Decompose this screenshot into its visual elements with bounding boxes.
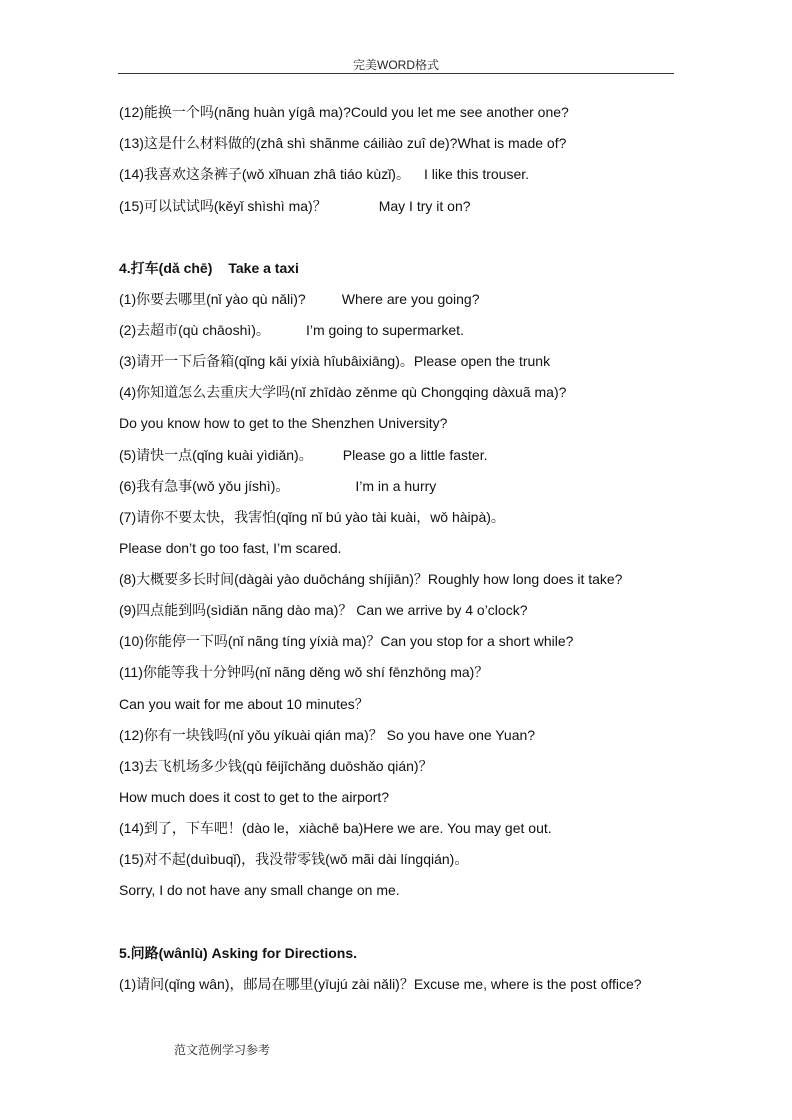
text-line: (1)你要去哪里(nǐ yào qù nǎli)? Where are you going? (119, 291, 480, 307)
text-line: Please don’t go too fast, I’m scared. (119, 540, 342, 556)
text-line: (12)能换一个吗(nãng huàn yígâ ma)?Could you let me see another one? (119, 104, 569, 120)
text-line: Can you wait for me about 10 minutes？ (119, 696, 369, 712)
page-header: 完美WORD格式 (353, 58, 439, 72)
text-line: (14)我喜欢这条裤子(wǒ xǐhuan zhâ tiáo kùzǐ)。 I like this trouser. (119, 166, 530, 182)
text-line: (2)去超市(qù chāoshì)。 I’m going to supermarket. (119, 322, 464, 338)
text-line: (15)对不起(duìbuqǐ)，我没带零钱(wǒ mãi dài língqián)。 (119, 851, 469, 867)
text-line: How much does it cost to get to the airport? (119, 789, 390, 805)
text-line: (9)四点能到吗(sìdiǎn nãng dào ma)？ Can we arrive by 4 o’clock? (119, 602, 528, 618)
text-line: (5)请快一点(qǐng kuài yìdiǎn)。 Please go a little faster. (119, 447, 488, 463)
header-divider (118, 73, 674, 74)
text-line: (12)你有一块钱吗(nǐ yǒu yíkuài qián ma)？ So you have one Yuan? (119, 727, 536, 743)
text-line: (1)请问(qǐng wân)，邮局在哪里(yīujú zài nǎli)？Excuse me, where is the post office? (119, 976, 642, 992)
text-line: (13)这是什么材料做的(zhâ shì shãnme cáiliào zuî de)?What is made of? (119, 135, 567, 151)
section-heading: 5.问路(wânlù) Asking for Directions. (119, 945, 358, 961)
text-line: (15)可以试试吗(kěyǐ shìshì ma)？ May I try it on? (119, 198, 471, 214)
section-heading: 4.打车(dǎ chē) Take a taxi (119, 260, 299, 276)
text-line: Sorry, I do not have any small change on me. (119, 882, 400, 898)
text-line: (11)你能等我十分钟吗(nǐ nãng děng wǒ shí fēnzhōng ma)？ (119, 664, 489, 680)
text-line: Do you know how to get to the Shenzhen University? (119, 415, 448, 431)
text-line: (14)到了，下车吧！(dào le，xiàchē ba)Here we are. You may get out. (119, 820, 552, 836)
page-footer: 范文范例学习参考 (174, 1043, 271, 1057)
text-line: (10)你能停一下吗(nǐ nãng tíng yíxià ma)？Can you stop for a short while? (119, 633, 574, 649)
text-line: (6)我有急事(wǒ yǒu jíshì)。 I’m in a hurry (119, 478, 437, 494)
text-line: (8)大概要多长时间(dàgài yào duōcháng shíjiān)？Roughly how long does it take? (119, 571, 623, 587)
text-line: (7)请你不要太快，我害怕(qǐng nǐ bú yào tài kuài，wǒ hàipà)。 (119, 509, 505, 525)
text-line: (3)请开一下后备箱(qǐng kāi yíxià hîubâixiāng)。Please open the trunk (119, 353, 551, 369)
text-line: (13)去飞机场多少钱(qù fēijīchǎng duōshǎo qián)？ (119, 758, 433, 774)
text-line: (4)你知道怎么去重庆大学吗(nǐ zhīdào zěnme qù Chongqing dàxuã ma)? (119, 384, 567, 400)
